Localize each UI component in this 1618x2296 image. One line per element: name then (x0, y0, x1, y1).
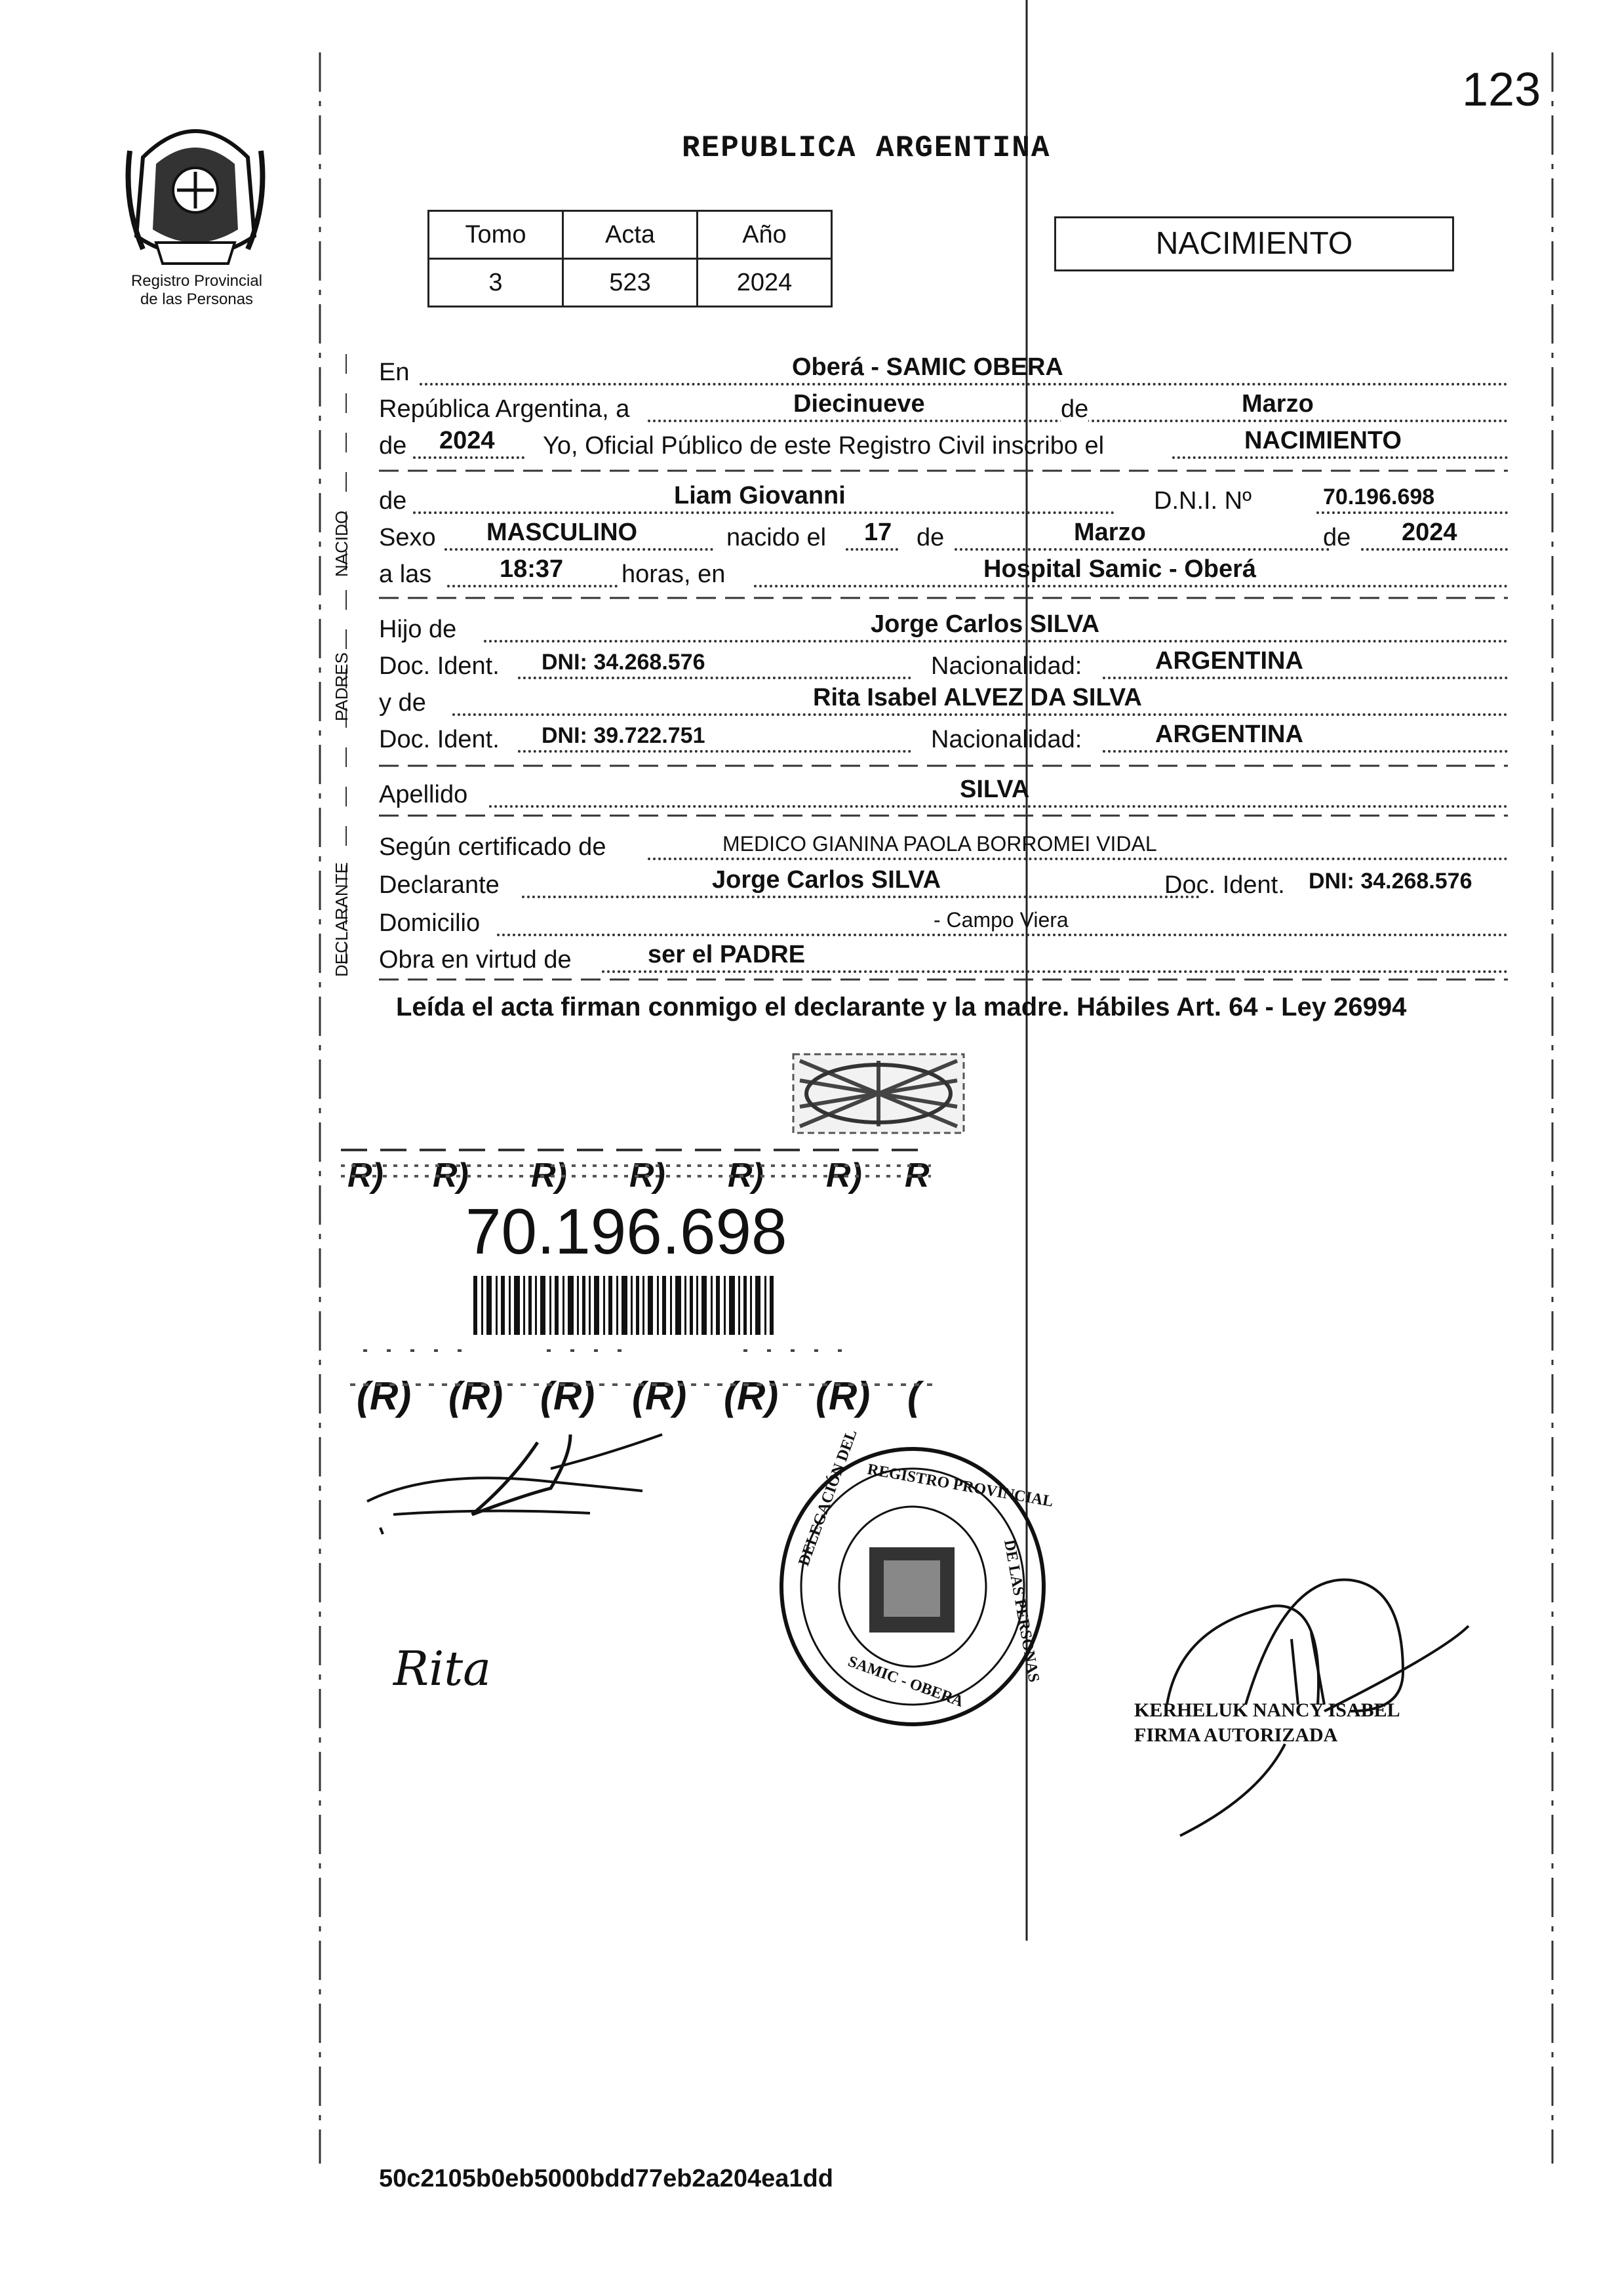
domicilio-value: - Campo Viera (934, 908, 1069, 932)
row-cert (379, 829, 1508, 865)
page-number: 123 (1462, 64, 1541, 116)
officer-stamp (1134, 1698, 1400, 1748)
tomo-value: 3 (429, 259, 563, 307)
official-text: Yo, Oficial Público de este Registro Civil inscribo el (543, 432, 1105, 460)
birth-year: 2024 (1402, 519, 1457, 546)
official-seal-icon (768, 1427, 1057, 1737)
svg-text:(R): (R) (448, 1374, 503, 1418)
tomo-label: Tomo (429, 211, 563, 259)
cert-label: Según certificado de (379, 833, 606, 861)
row-name (379, 483, 1508, 519)
rp-security-strip-bottom (350, 1344, 940, 1423)
month-value: Marzo (1242, 390, 1314, 418)
svg-text:R): R) (433, 1157, 469, 1195)
apellido-value: SILVA (960, 776, 1030, 803)
registry-line2: de las Personas (140, 290, 254, 308)
registry-line1: Registro Provincial (130, 272, 263, 290)
de-label: de (1061, 395, 1089, 423)
section-nacido: NACIDO (332, 510, 351, 577)
mother-nationality: ARGENTINA (1155, 721, 1303, 748)
svg-text:R): R) (629, 1157, 665, 1195)
declarante-doc-label: Doc. Ident. (1164, 871, 1285, 899)
de1-label: de (917, 524, 945, 551)
row-apellido (379, 776, 1508, 813)
child-name: Liam Giovanni (674, 482, 846, 509)
cert-value: MEDICO GIANINA PAOLA BORROMEI VIDAL (722, 832, 1157, 856)
svg-text:R): R) (826, 1157, 862, 1195)
birth-month: Marzo (1074, 519, 1146, 546)
row-father-doc (379, 648, 1508, 684)
mother-doc: DNI: 39.722.751 (542, 723, 705, 748)
row-mother (379, 684, 1508, 721)
row-domicilio (379, 905, 1508, 941)
republic-label: República Argentina, a (379, 395, 630, 423)
section-declarante: DECLARANTE (332, 862, 351, 977)
document-hash: 50c2105b0eb5000bdd77eb2a204ea1dd (379, 2165, 833, 2192)
legal-text: Leída el acta firman conmigo el declarante y la madre. Hábiles Art. 64 - Ley 26994 (396, 993, 1407, 1021)
nacido-label: nacido el (726, 524, 827, 551)
officer-role: FIRMA AUTORIZADA (1134, 1724, 1338, 1746)
svg-text:R): R) (347, 1157, 384, 1195)
las-label: a las (379, 561, 432, 588)
record-type-box: NACIMIENTO (1054, 216, 1454, 271)
mother-nat-label: Nacionalidad: (931, 726, 1082, 753)
svg-text:R: R (905, 1157, 930, 1195)
father-name: Jorge Carlos SILVA (871, 610, 1100, 638)
row-time (379, 556, 1508, 593)
apellido-label: Apellido (379, 781, 468, 808)
inscribe-value: NACIMIENTO (1244, 427, 1402, 454)
svg-text:(R): (R) (357, 1374, 412, 1418)
mother-doc-label: Doc. Ident. (379, 726, 500, 753)
obra-label: Obra en virtud de (379, 946, 572, 974)
de2-label: de (1323, 524, 1351, 551)
child-dni: 70.196.698 (1323, 485, 1435, 509)
svg-text:DE LAS PERSONAS: DE LAS PERSONAS (1000, 1538, 1042, 1684)
obra-value: ser el PADRE (648, 941, 806, 968)
dni-stamp: 70.196.698 (465, 1195, 787, 1267)
officer-signature (1128, 1547, 1495, 1836)
sexo-value: MASCULINO (486, 519, 638, 546)
mother-name: Rita Isabel ALVEZ DA SILVA (813, 684, 1142, 711)
declarant-signature (354, 1429, 695, 1534)
birth-time: 18:37 (500, 555, 564, 583)
security-pattern-icon (793, 1054, 964, 1133)
father-nat-label: Nacionalidad: (931, 652, 1082, 680)
day-text: Diecinueve (793, 390, 925, 418)
svg-text:DELEGACIÓN DEL: DELEGACIÓN DEL (795, 1427, 861, 1569)
yde-label: y de (379, 689, 426, 717)
father-doc: DNI: 34.268.576 (542, 650, 705, 675)
nacido-de-label: de (379, 487, 407, 515)
officer-name: KERHELUK NANCY ISABEL (1134, 1699, 1400, 1721)
anio-value: 2024 (698, 259, 832, 307)
declarante-name: Jorge Carlos SILVA (712, 866, 941, 894)
birth-day: 17 (864, 519, 892, 546)
row-obra (379, 941, 1508, 978)
row-sex (379, 519, 1508, 556)
rp-security-strip-top (341, 1146, 931, 1198)
horas-label: horas, en (622, 561, 726, 588)
mother-signature-text: Rita (393, 1641, 492, 1696)
svg-text:R): R) (531, 1157, 567, 1195)
row-father (379, 611, 1508, 648)
acta-label: Acta (563, 211, 698, 259)
birth-place: Hospital Samic - Oberá (983, 555, 1257, 583)
svg-text:(R): (R) (724, 1374, 779, 1418)
svg-text:(R): (R) (540, 1374, 595, 1418)
declarante-label: Declarante (379, 871, 500, 899)
svg-text:REGISTRO PROVINCIAL: REGISTRO PROVINCIAL (865, 1461, 1055, 1511)
sexo-label: Sexo (379, 524, 436, 551)
dni-label: D.N.I. Nº (1154, 487, 1252, 515)
svg-text:SAMIC - OBERA: SAMIC - OBERA (845, 1653, 966, 1711)
mother-signature (387, 1626, 531, 1705)
father-doc-label: Doc. Ident. (379, 652, 500, 680)
svg-text:(R): (R) (816, 1374, 871, 1418)
row-declarante (379, 867, 1508, 903)
domicilio-label: Domicilio (379, 909, 481, 937)
row-mother-doc (379, 721, 1508, 758)
father-nationality: ARGENTINA (1155, 647, 1303, 675)
svg-text:(R): (R) (632, 1374, 687, 1418)
anio-label: Año (698, 211, 832, 259)
en-label: En (379, 359, 410, 386)
acta-value: 523 (563, 259, 698, 307)
barcode-icon (473, 1276, 775, 1335)
declarante-doc: DNI: 34.268.576 (1309, 869, 1472, 894)
year-value: 2024 (439, 427, 495, 454)
svg-text:(: ( (907, 1374, 920, 1418)
year-label: de (379, 432, 407, 460)
section-padres: PADRES (332, 652, 351, 721)
svg-text:R): R) (728, 1157, 764, 1195)
hijo-label: Hijo de (379, 616, 457, 643)
country-title: REPUBLICA ARGENTINA (682, 131, 1051, 165)
en-value: Oberá - SAMIC OBERA (792, 353, 1063, 381)
